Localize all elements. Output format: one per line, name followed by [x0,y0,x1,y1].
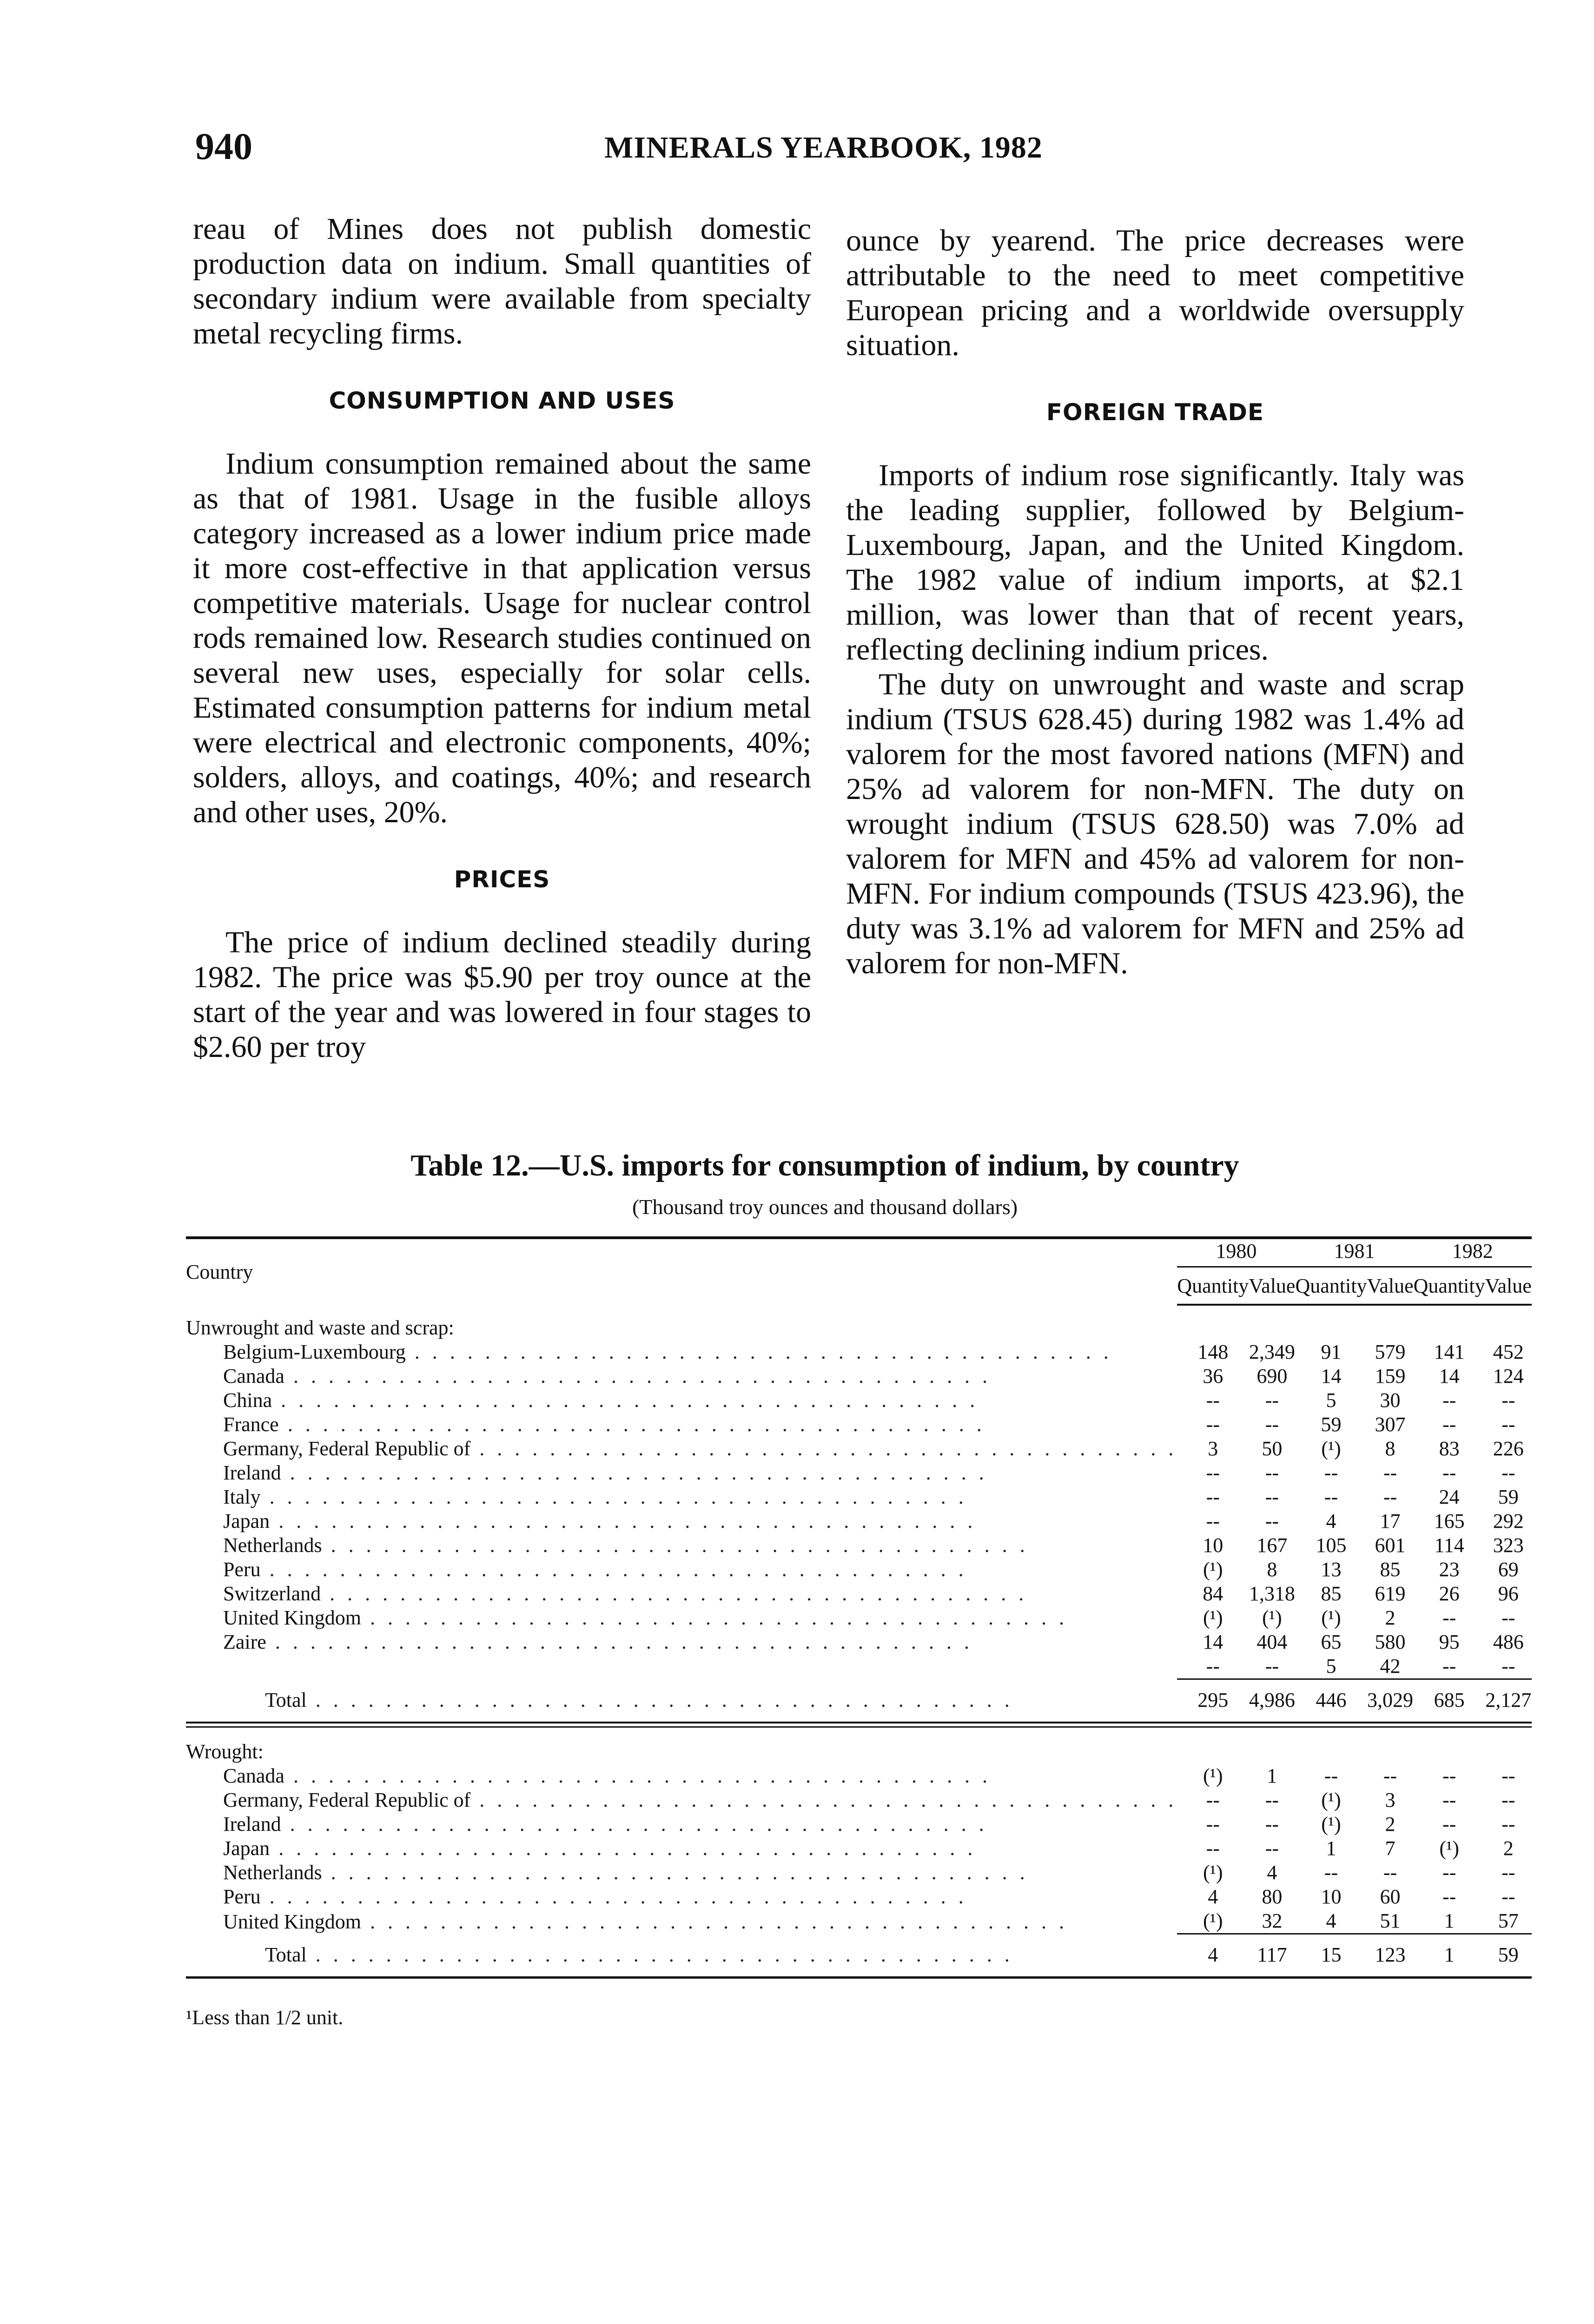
paragraph: The price of indium declined steadily during 1982. The price was $5.90 per troy ounce at the start of the year and was lowered in four stages to $2.60 per troy [193,925,811,1064]
paragraph: Indium consumption remained about the same as that of 1981. Usage in the fusible alloys category increased as a lower indium price made it more cost-effective in that application versus competitive materials. Usage for nuclear control rods remained low. Research studies continued on several new uses, especially for solar cells. Estimated consumption patterns for indium metal were electrical and electronic components, 40%; solders, alloys, and coatings, 40%; and research and other uses, 20%. [193,447,811,829]
table-row [186,1437,1532,1461]
quantity-header: Quantity [1177,1267,1249,1305]
country-name: Japan [223,1510,270,1532]
imports-table [186,1236,1532,1979]
quantity-cell: (¹) [1321,1813,1341,1835]
quantity-cell: (¹) [1203,1861,1223,1884]
value-cell: -- [1501,1789,1515,1811]
quantity-cell: -- [1442,1389,1456,1412]
quantity-cell: 14 [1439,1365,1460,1387]
value-cell: 80 [1262,1885,1283,1908]
value-cell: 601 [1375,1534,1406,1557]
quantity-cell: -- [1324,1486,1338,1508]
value-cell: 69 [1498,1558,1519,1581]
value-cell: 1 [1267,1764,1277,1787]
country-cell [186,1582,1177,1606]
value-cell: 619 [1375,1582,1406,1605]
quantity-cell: 5 [1326,1655,1336,1677]
quantity-header: Quantity [1414,1267,1485,1305]
table-row [186,1764,1532,1788]
table-row [186,1909,1532,1934]
quantity-cell: -- [1206,1789,1220,1811]
quantity-cell: 26 [1439,1582,1460,1605]
table-row [186,1836,1532,1861]
left-column [193,211,811,1064]
country-cell [186,1509,1177,1533]
dot-leader: . . . . . . . . . . . . . . . . . . . . . . . . . . . . . . . . . . . . . . . . [281,1461,988,1484]
quantity-cell: -- [1206,1486,1220,1508]
quantity-cell: -- [1206,1655,1220,1677]
value-cell: -- [1265,1655,1279,1677]
value-cell: 2 [1385,1606,1396,1629]
country-name: Netherlands [223,1861,322,1884]
dot-leader: . . . . . . . . . . . . . . . . . . . . . . . . . . . . . . . . . . . . . . . . [284,1764,991,1787]
total-label: Total [265,1689,307,1711]
country-name: Belgium-Luxembourg [223,1340,406,1363]
country-cell [186,1558,1177,1582]
table-row [186,1413,1532,1437]
paragraph: The duty on unwrought and waste and scrap indium (TSUS 628.45) during 1982 was 1.4% ad valorem for the most favored nations (MFN) and 25% ad valorem for non-MFN. The duty on wrought indium (TSUS 628.50) was 7.0% ad valorem for MFN and 45% ad valorem for non-MFN. For indium compounds (TSUS 423.96), the duty was 3.1% ad valorem for MFN and 25% ad valorem for non-MFN. [846,667,1464,980]
value-cell: 123 [1367,1934,1413,1978]
dot-leader: . . . . . . . . . . . . . . . . . . . . . . . . . . . . . . . . . . . . . . . . [278,1413,986,1436]
country-cell [186,1836,1177,1861]
country-cell [186,1606,1177,1630]
table-subtitle: (Thousand troy ounces and thousand dollars) [632,1195,1018,1219]
country-name: Canada [223,1365,284,1387]
dot-leader: . . . . . . . . . . . . . . . . . . . . . . . . . . . . . . . . . . . . . . . . [270,1510,977,1532]
group-label-row [186,1730,1532,1764]
paragraph: Imports of indium rose significantly. Italy was the leading supplier, followed by Belgium-Luxembourg, Japan, and the United Kingdom. The 1982 value of indium imports, at $2.1 million, was lower than that of recent years, reflecting declining indium prices. [846,458,1464,667]
value-cell: 159 [1375,1365,1406,1387]
country-cell [186,1788,1177,1812]
value-cell: 42 [1380,1655,1401,1677]
country-cell [186,1461,1177,1485]
dot-leader: . . . . . . . . . . . . . . . . . . . . . . . . . . . . . . . . . . . . . . . . [260,1885,967,1908]
quantity-cell: 105 [1316,1534,1347,1557]
quantity-cell: -- [1442,1764,1456,1787]
country-cell [186,1485,1177,1509]
quantity-cell: -- [1206,1461,1220,1484]
value-header: Value [1485,1267,1532,1305]
value-cell: -- [1501,1606,1515,1629]
quantity-cell: 114 [1434,1534,1464,1557]
group-label: Unwrought and waste and scrap: [186,1316,454,1339]
section-heading: CONSUMPTION AND USES [329,387,675,414]
value-cell: 579 [1375,1340,1406,1363]
country-name: Germany, Federal Republic of [223,1437,471,1460]
year-header: 1981 [1295,1238,1413,1267]
value-cell: 226 [1493,1437,1524,1460]
value-cell: 452 [1493,1340,1524,1363]
table-row [186,1485,1532,1509]
value-cell: 32 [1262,1909,1283,1932]
quantity-cell: 165 [1434,1510,1465,1532]
country-name: Germany, Federal Republic of [223,1789,471,1811]
value-cell: -- [1501,1764,1515,1787]
value-header: Value [1367,1267,1413,1305]
dot-leader: . . . . . . . . . . . . . . . . . . . . . . . . . . . . . . . . . . . . . . . . [266,1631,973,1653]
quantity-cell: -- [1324,1461,1338,1484]
table-row [186,1558,1532,1582]
country-header: Country [186,1238,1177,1305]
value-cell: -- [1383,1764,1397,1787]
total-row [186,1679,1532,1723]
value-cell: 17 [1380,1510,1401,1532]
quantity-cell: 95 [1439,1631,1460,1653]
value-cell: (¹) [1262,1606,1282,1629]
quantity-cell: -- [1442,1606,1456,1629]
quantity-cell: 65 [1321,1631,1342,1653]
country-cell [186,1413,1177,1437]
quantity-cell: 15 [1295,1934,1367,1978]
quantity-cell: -- [1442,1413,1456,1436]
group-label-row [186,1305,1532,1340]
value-cell: 307 [1375,1413,1406,1436]
value-cell: 486 [1493,1631,1524,1653]
country-name: Italy [223,1486,261,1508]
rule-line [186,1723,1532,1727]
value-cell: 8 [1385,1437,1396,1460]
dot-leader: . . . . . . . . . . . . . . . . . . . . . . . . . . . . . . . . . . . . . . . . [470,1437,1177,1460]
quantity-cell: 141 [1434,1340,1465,1363]
value-cell: -- [1265,1486,1279,1508]
quantity-cell: 4 [1326,1510,1336,1532]
dot-leader: . . . . . . . . . . . . . . . . . . . . . . . . . . . . . . . . . . . . . . . . [470,1789,1177,1811]
quantity-cell: (¹) [1321,1789,1341,1811]
value-cell: 60 [1380,1885,1401,1908]
table-row [186,1885,1532,1909]
quantity-cell: -- [1206,1389,1220,1412]
country-name: United Kingdom [223,1910,361,1933]
quantity-cell: (¹) [1203,1764,1223,1787]
country-cell [186,1654,1177,1679]
country-name: Canada [223,1764,284,1787]
quantity-cell: 14 [1321,1365,1342,1387]
quantity-cell: 5 [1326,1389,1336,1412]
quantity-cell: 84 [1203,1582,1224,1605]
value-header: Value [1249,1267,1295,1305]
dot-leader: . . . . . . . . . . . . . . . . . . . . . . . . . . . . . . . . . . . . . . . . [361,1606,1068,1629]
country-name: Peru [223,1885,261,1908]
value-cell: 96 [1498,1582,1519,1605]
country-name: Ireland [223,1813,281,1835]
quantity-cell: 148 [1197,1340,1229,1363]
value-cell: -- [1383,1861,1397,1884]
country-name: Switzerland [223,1582,321,1605]
value-cell: 50 [1262,1437,1283,1460]
quantity-cell: -- [1324,1861,1338,1884]
value-cell: 2 [1385,1813,1396,1835]
table-row [186,1461,1532,1485]
country-cell [186,1388,1177,1413]
country-name: France [223,1413,279,1436]
quantity-cell: -- [1442,1813,1456,1835]
dot-leader: . . . . . . . . . . . . . . . . . . . . . . . . . . . . . . . . . . . . . . . . [306,1943,1013,1966]
value-cell: 4,986 [1249,1679,1295,1723]
value-cell: 2 [1503,1837,1514,1860]
value-cell: -- [1501,1389,1515,1412]
value-cell: 7 [1385,1837,1396,1860]
quantity-cell: -- [1324,1764,1338,1787]
value-cell: -- [1501,1813,1515,1835]
table-row [186,1630,1532,1654]
country-cell [186,1812,1177,1836]
quantity-cell: 685 [1414,1679,1485,1723]
country-name: Netherlands [223,1534,322,1557]
value-cell: 690 [1257,1365,1288,1387]
dot-leader: . . . . . . . . . . . . . . . . . . . . . . . . . . . . . . . . . . . . . . . . [361,1910,1068,1933]
footnote: ¹Less than 1/2 unit. [186,2006,344,2029]
year-header-row [186,1238,1532,1267]
table-row [186,1606,1532,1630]
dot-leader: . . . . . . . . . . . . . . . . . . . . . . . . . . . . . . . . . . . . . . . . [270,1837,977,1860]
country-name: Peru [223,1558,261,1581]
country-cell [186,1909,1177,1934]
value-cell: 117 [1249,1934,1295,1978]
year-header: 1980 [1177,1238,1295,1267]
table-row [186,1340,1532,1364]
dot-leader: . . . . . . . . . . . . . . . . . . . . . . . . . . . . . . . . . . . . . . . . [260,1486,967,1508]
quantity-cell: -- [1442,1885,1456,1908]
quantity-cell: -- [1206,1510,1220,1532]
quantity-cell: 10 [1203,1534,1224,1557]
quantity-cell: (¹) [1321,1437,1341,1460]
country-cell [186,1364,1177,1388]
value-cell: 323 [1493,1534,1524,1557]
country-name: United Kingdom [223,1606,361,1629]
section-heading: PRICES [454,866,550,893]
value-cell: 3 [1385,1789,1396,1811]
right-column [846,223,1464,981]
value-cell: -- [1265,1789,1279,1811]
table-row [186,1812,1532,1836]
quantity-cell: 36 [1203,1365,1224,1387]
value-cell: -- [1501,1885,1515,1908]
value-cell: 167 [1257,1534,1288,1557]
total-label-cell [186,1679,1177,1723]
double-rule [186,1723,1532,1727]
quantity-cell: -- [1442,1861,1456,1884]
total-label-cell [186,1934,1177,1978]
value-cell: -- [1265,1413,1279,1436]
value-cell: -- [1265,1813,1279,1835]
value-cell: 59 [1485,1934,1532,1978]
value-cell: 580 [1375,1631,1406,1653]
quantity-cell: -- [1442,1655,1456,1677]
value-cell: 2,349 [1249,1340,1295,1363]
value-cell: -- [1383,1486,1397,1508]
quantity-cell: 1 [1444,1909,1455,1932]
country-cell [186,1630,1177,1654]
table-body [186,1305,1532,1978]
value-cell: -- [1265,1510,1279,1532]
quantity-cell: -- [1206,1837,1220,1860]
table-row [186,1364,1532,1388]
paragraph: reau of Mines does not publish domestic production data on indium. Small quantities of secondary indium were available from specialty metal recycling firms. [193,212,811,350]
table-row [186,1861,1532,1885]
value-cell: 4 [1267,1861,1277,1884]
country-cell [186,1764,1177,1788]
quantity-cell: (¹) [1203,1558,1223,1581]
value-cell: 292 [1493,1510,1524,1532]
country-cell [186,1437,1177,1461]
value-cell: 85 [1380,1558,1401,1581]
quantity-cell: -- [1442,1789,1456,1811]
quantity-cell: 4 [1208,1885,1218,1908]
year-header: 1982 [1414,1238,1532,1267]
quantity-cell: 4 [1177,1934,1249,1978]
quantity-cell: 1 [1326,1837,1336,1860]
table-row [186,1654,1532,1679]
country-cell [186,1885,1177,1909]
quantity-cell: 23 [1439,1558,1460,1581]
total-row [186,1934,1532,1978]
value-cell: -- [1265,1837,1279,1860]
dot-leader: . . . . . . . . . . . . . . . . . . . . . . . . . . . . . . . . . . . . . . . . [260,1558,967,1581]
total-label: Total [265,1943,307,1966]
value-cell: -- [1501,1413,1515,1436]
value-cell: -- [1501,1461,1515,1484]
country-name: Japan [223,1837,270,1860]
paragraph: ounce by yearend. The price decreases were attributable to the need to meet competitive European pricing and a worldwide oversupply situation. [846,224,1464,362]
running-head: MINERALS YEARBOOK, 1982 [604,131,1043,165]
value-cell: 59 [1498,1486,1519,1508]
value-cell: -- [1265,1389,1279,1412]
quantity-cell: 446 [1295,1679,1367,1723]
quantity-cell: 14 [1203,1631,1224,1653]
quantity-cell: 4 [1326,1909,1336,1932]
quantity-cell: (¹) [1439,1837,1459,1860]
section-heading: FOREIGN TRADE [1046,399,1264,426]
quantity-cell: -- [1206,1413,1220,1436]
value-cell: -- [1501,1861,1515,1884]
dot-leader: . . . . . . . . . . . . . . . . . . . . . . . . . . . . . . . . . . . . . . . . [281,1813,988,1835]
value-cell: 8 [1267,1558,1277,1581]
quantity-cell: 1 [1414,1934,1485,1978]
quantity-cell: (¹) [1203,1909,1223,1932]
quantity-cell: 3 [1208,1437,1218,1460]
quantity-cell: 91 [1321,1340,1342,1363]
value-cell: 30 [1380,1389,1401,1412]
table-row [186,1582,1532,1606]
quantity-cell: 295 [1177,1679,1249,1723]
quantity-cell: -- [1442,1461,1456,1484]
page-number: 940 [195,125,252,167]
country-name: Ireland [223,1461,281,1484]
quantity-cell: 13 [1321,1558,1342,1581]
value-cell: 57 [1498,1909,1519,1932]
dot-leader: . . . . . . . . . . . . . . . . . . . . . . . . . . . . . . . . . . . . . . . . [284,1365,991,1387]
value-cell: -- [1501,1655,1515,1677]
value-cell: -- [1383,1461,1397,1484]
value-cell: 404 [1257,1631,1288,1653]
value-cell: 124 [1493,1365,1524,1387]
quantity-cell: (¹) [1321,1606,1341,1629]
table-row [186,1788,1532,1812]
quantity-cell: 59 [1321,1413,1342,1436]
dot-leader: . . . . . . . . . . . . . . . . . . . . . . . . . . . . . . . . . . . . . . . . [306,1689,1013,1711]
quantity-cell: 85 [1321,1582,1342,1605]
country-cell [186,1533,1177,1558]
country-name: China [223,1389,272,1412]
country-cell [186,1340,1177,1364]
dot-leader: . . . . . . . . . . . . . . . . . . . . . . . . . . . . . . . . . . . . . . . . [272,1389,979,1412]
country-name: Zaire [223,1631,266,1653]
dot-leader: . . . . . . . . . . . . . . . . . . . . . . . . . . . . . . . . . . . . . . . . [321,1582,1028,1605]
quantity-cell: 83 [1439,1437,1460,1460]
value-cell: 51 [1380,1909,1401,1932]
quantity-cell: -- [1206,1813,1220,1835]
country-cell [186,1861,1177,1885]
table-row [186,1388,1532,1413]
dot-leader: . . . . . . . . . . . . . . . . . . . . . . . . . . . . . . . . . . . . . . . . [405,1340,1112,1363]
quantity-cell: 24 [1439,1486,1460,1508]
value-cell: 3,029 [1367,1679,1413,1723]
value-cell: -- [1265,1461,1279,1484]
quantity-cell: 10 [1321,1885,1342,1908]
group-label: Wrought: [186,1740,264,1763]
table-title: Table 12.—U.S. imports for consumption of indium, by country [410,1149,1239,1182]
dot-leader: . . . . . . . . . . . . . . . . . . . . . . . . . . . . . . . . . . . . . . . . [322,1861,1029,1884]
table-row [186,1533,1532,1558]
value-cell: 1,318 [1249,1582,1295,1605]
table-row [186,1509,1532,1533]
quantity-header: Quantity [1295,1267,1367,1305]
dot-leader: . . . . . . . . . . . . . . . . . . . . . . . . . . . . . . . . . . . . . . . . [322,1534,1029,1557]
quantity-cell: (¹) [1203,1606,1223,1629]
value-cell: 2,127 [1485,1679,1532,1723]
